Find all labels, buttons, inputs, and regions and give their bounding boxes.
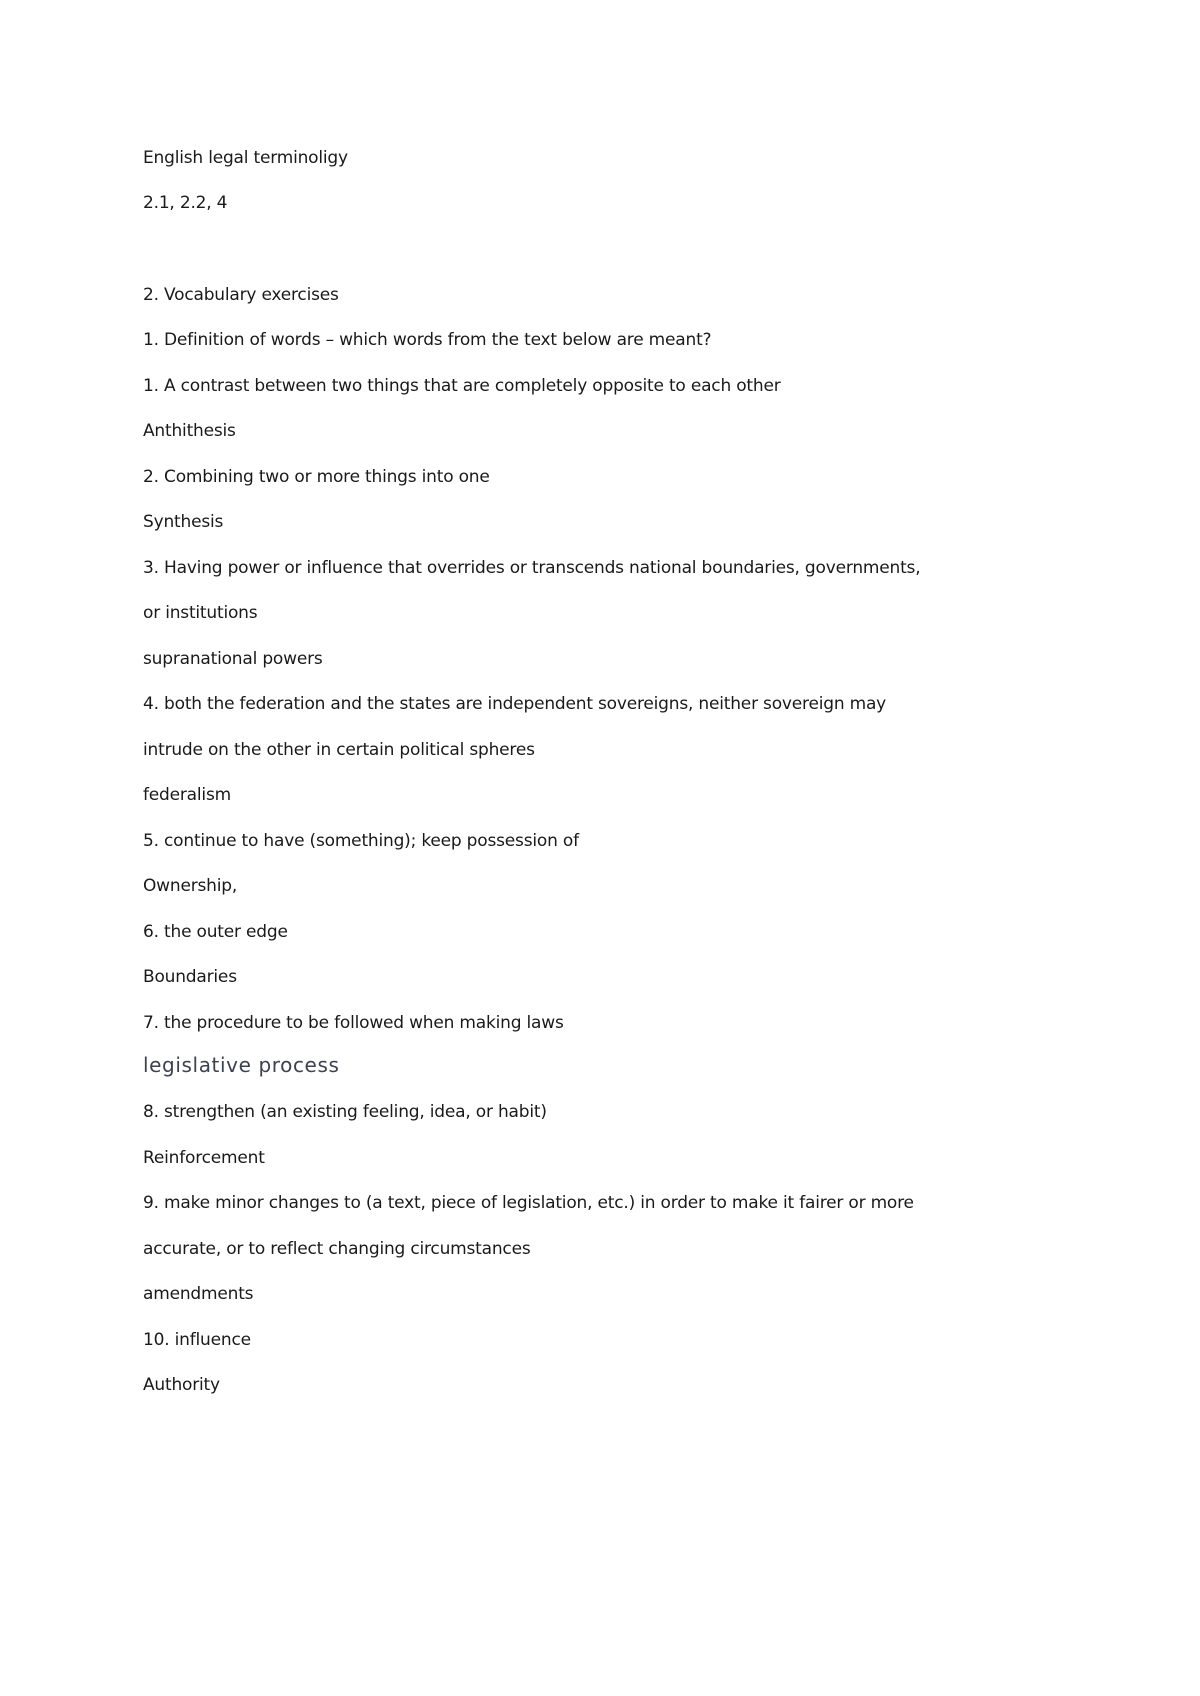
exercise-instruction: 1. Definition of words – which words from the text below are meant? — [143, 330, 712, 350]
answer-8: Reinforcement — [143, 1148, 265, 1168]
answer-1: Anthithesis — [143, 421, 236, 441]
question-9: 9. make minor changes to (a text, piece of legislation, etc.) in order to make it fairer or more — [143, 1193, 914, 1213]
answer-4: federalism — [143, 785, 231, 805]
answer-7: legislative process — [143, 1053, 340, 1077]
question-3: 3. Having power or influence that overrides or transcends national boundaries, governments, — [143, 558, 921, 578]
question-10: 10. influence — [143, 1330, 251, 1350]
exercise-heading: 2. Vocabulary exercises — [143, 285, 339, 305]
section-references: 2.1, 2.2, 4 — [143, 193, 228, 213]
question-9-continued: accurate, or to reflect changing circumstances — [143, 1239, 531, 1259]
answer-2: Synthesis — [143, 512, 224, 532]
question-3-continued: or institutions — [143, 603, 258, 623]
question-5: 5. continue to have (something); keep possession of — [143, 831, 579, 851]
answer-10: Authority — [143, 1375, 220, 1395]
question-8: 8. strengthen (an existing feeling, idea, or habit) — [143, 1102, 547, 1122]
question-2: 2. Combining two or more things into one — [143, 467, 490, 487]
answer-6: Boundaries — [143, 967, 237, 987]
question-4-continued: intrude on the other in certain political spheres — [143, 740, 535, 760]
question-7: 7. the procedure to be followed when making laws — [143, 1013, 564, 1033]
question-4: 4. both the federation and the states are independent sovereigns, neither sovereign may — [143, 694, 887, 714]
answer-3: supranational powers — [143, 649, 323, 669]
answer-9: amendments — [143, 1284, 254, 1304]
question-1: 1. A contrast between two things that are completely opposite to each other — [143, 376, 781, 396]
document-title: English legal terminoligy — [143, 148, 348, 168]
question-6: 6. the outer edge — [143, 922, 288, 942]
answer-5: Ownership, — [143, 876, 238, 896]
